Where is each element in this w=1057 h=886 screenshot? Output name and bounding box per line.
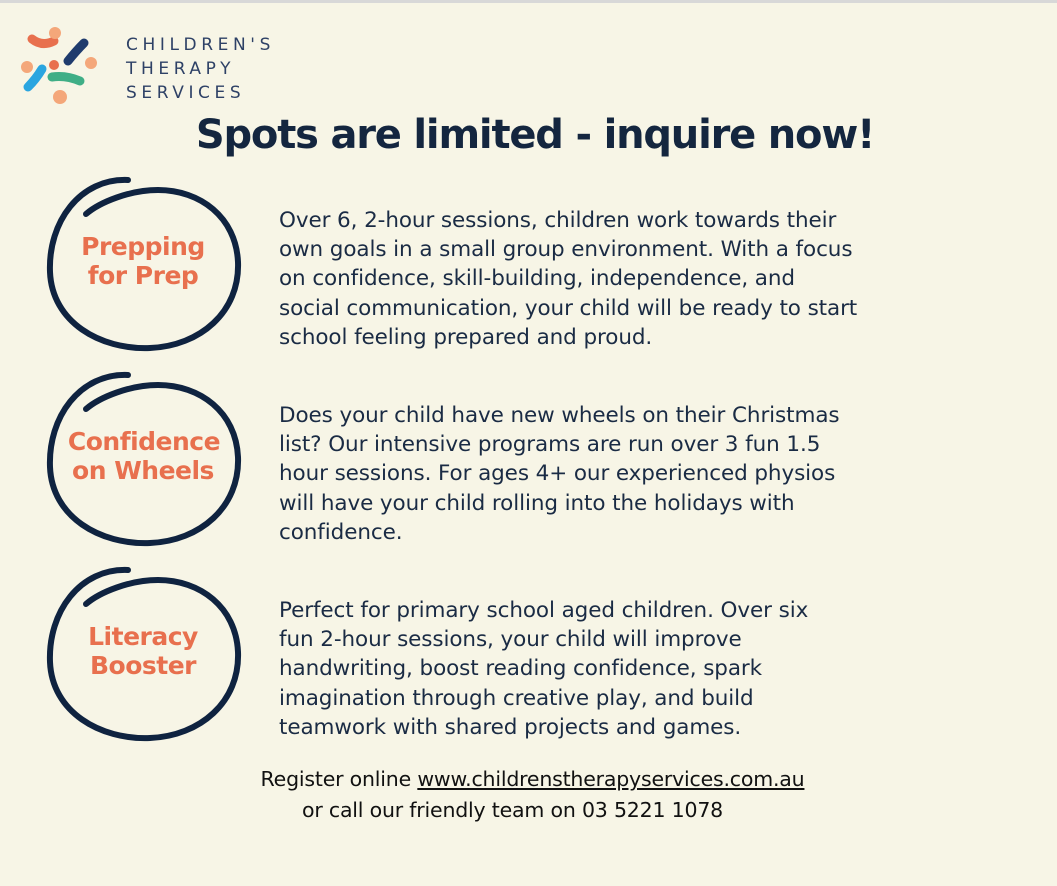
program-badge-literacy-booster	[40, 562, 250, 747]
description-line: hour sessions. For ages 4+ our experienced physios	[279, 461, 836, 487]
description-line: Does your child have new wheels on their Christmas	[279, 403, 840, 428]
top-border	[0, 0, 1057, 3]
register-website-link[interactable]: www.childrenstherapyservices.com.au	[417, 767, 805, 791]
register-line-2: or call our friendly team on 03 5221 1078	[301, 798, 724, 822]
program-description	[279, 596, 959, 742]
brand-logo-icon	[18, 25, 100, 107]
description-line: own goals in a small group environment. With a focus	[279, 237, 853, 263]
program-description	[279, 206, 959, 352]
brand-line-1: CHILDREN'S	[126, 35, 275, 55]
description-line: Over 6, 2-hour sessions, children work towards their	[279, 208, 837, 233]
description-line: on confidence, skill-building, independence, and	[279, 266, 795, 292]
program-description	[279, 401, 959, 547]
description-line: will have your child rolling into the holidays with	[279, 490, 795, 516]
brand-name	[126, 33, 275, 105]
brand-line-3: SERVICES	[126, 83, 246, 103]
description-line: list? Our intensive programs are run over 3 fun 1.5	[279, 432, 821, 458]
description-line: handwriting, boost reading confidence, spark	[279, 656, 763, 682]
description-line: school feeling prepared and proud.	[279, 324, 653, 350]
program-title-line-1: Prepping	[81, 232, 205, 261]
program-title-line-2: for Prep	[87, 261, 199, 290]
page-headline: Spots are limited - inquire now!	[195, 112, 875, 158]
description-line: Perfect for primary school aged children. Over six	[279, 598, 809, 623]
program-badge-prepping-for-prep	[40, 172, 250, 357]
register-line-1	[0, 764, 1057, 795]
program-title-line-2: on Wheels	[72, 456, 214, 485]
program-badge-confidence-on-wheels	[40, 367, 250, 552]
brand-line-2: THERAPY	[126, 59, 236, 79]
description-line: fun 2-hour sessions, your child will improve	[279, 627, 742, 653]
description-line: imagination through creative play, and build	[279, 685, 754, 711]
description-line: confidence.	[279, 519, 403, 545]
program-title-line-2: Booster	[89, 651, 197, 680]
register-prefix: Register online	[260, 767, 418, 791]
description-line: teamwork with shared projects and games.	[279, 714, 742, 740]
program-title-line-1: Confidence	[67, 427, 221, 456]
description-line: social communication, your child will be ready to start	[279, 295, 858, 321]
program-title-line-1: Literacy	[88, 622, 198, 651]
